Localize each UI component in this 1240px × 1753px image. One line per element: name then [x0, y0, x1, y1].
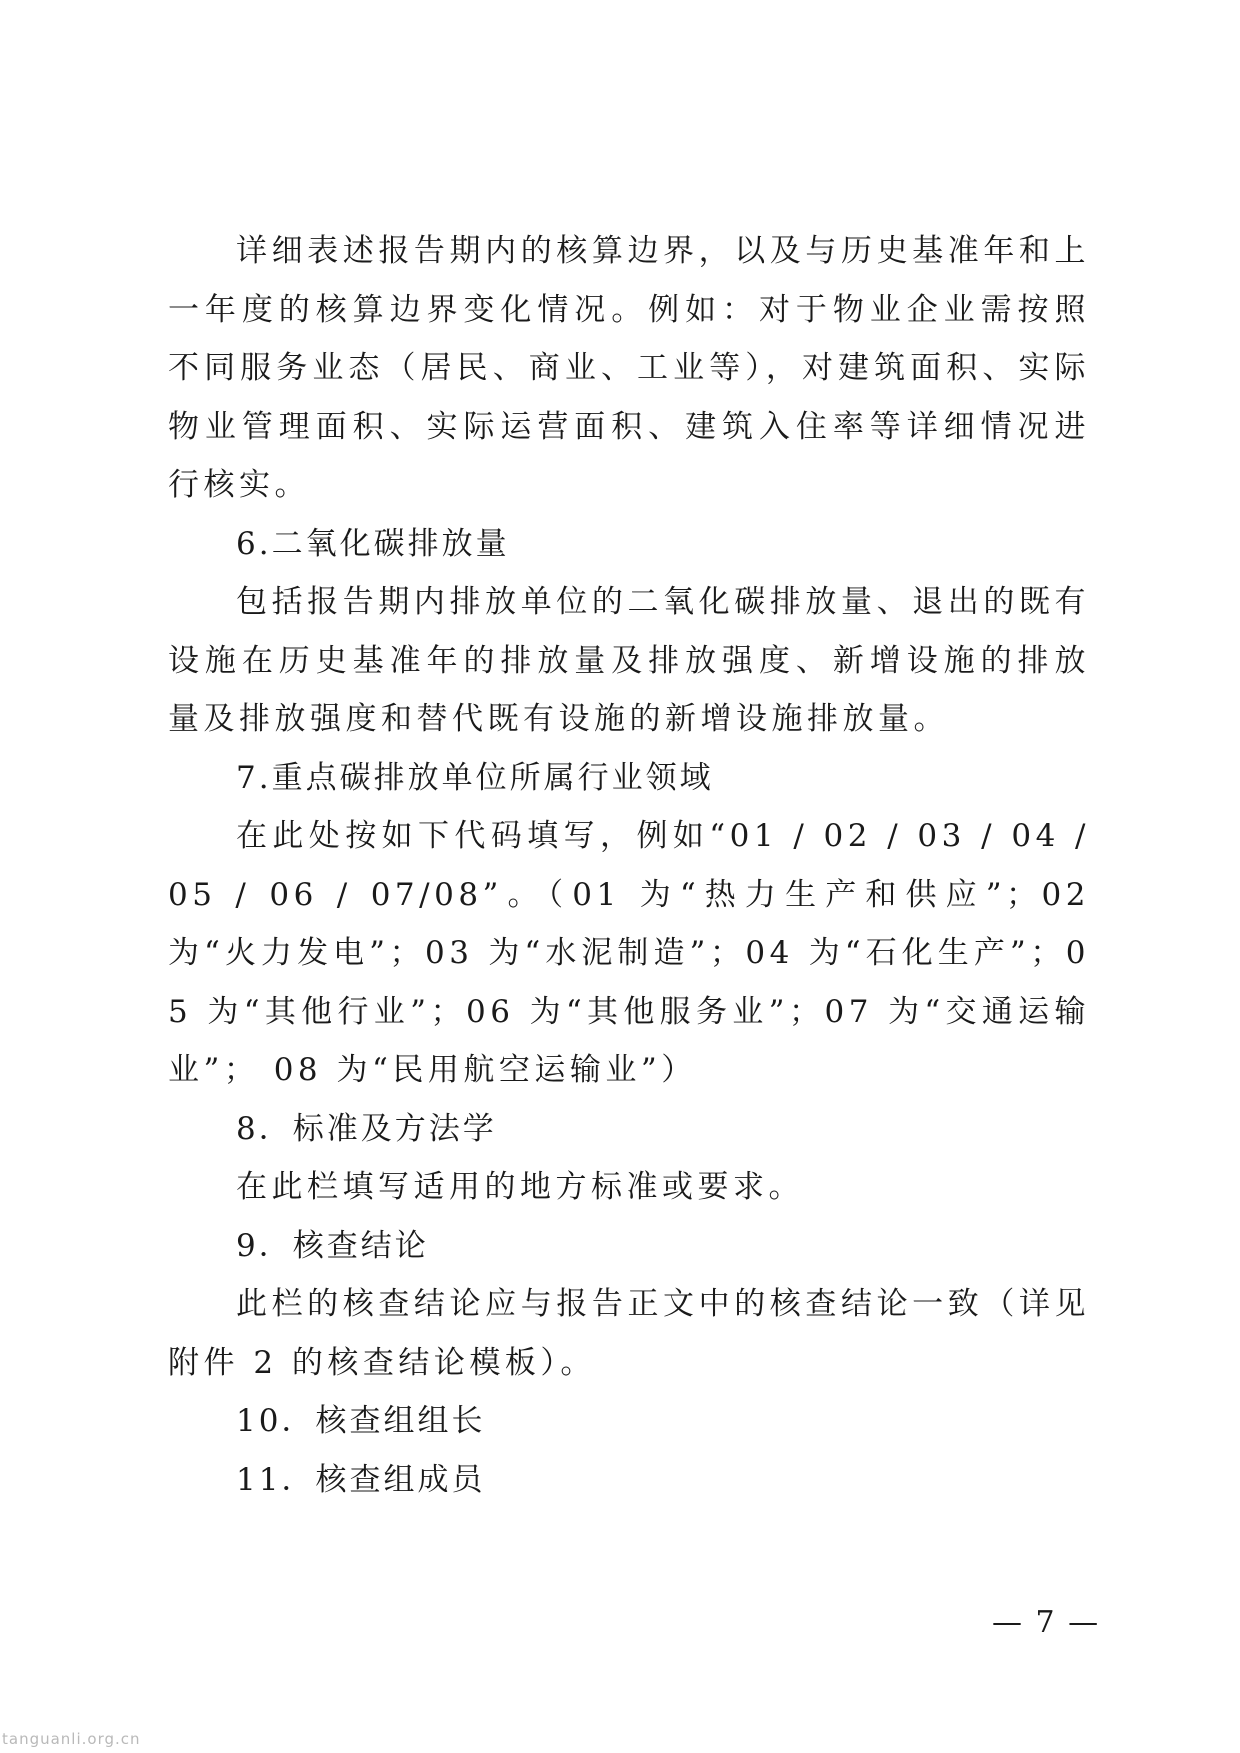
watermark: tanguanli.org.cn [2, 1730, 141, 1748]
section-11-heading: 11．核查组成员 [236, 1461, 486, 1498]
page-number: — 7 — [992, 1605, 1101, 1640]
section-7-heading: 7.重点碳排放单位所属行业领域 [236, 759, 714, 796]
conclusion-paragraph: 此栏的核查结论应与报告正文中的核查结论一致（详见附件 2 的核查结论模板）。 [168, 1286, 1090, 1381]
emissions-description-paragraph: 包括报告期内排放单位的二氧化碳排放量、退出的既有设施在历史基准年的排放量及排放强度、新增设施的排放量及排放强度和替代既有设施的新增设施排放量。 [168, 584, 1090, 737]
section-10-heading: 10．核查组组长 [236, 1403, 486, 1439]
section-9-heading: 9．核查结论 [236, 1227, 429, 1264]
industry-codes-paragraph: 在此处按如下代码填写，例如“01 / 02 / 03 / 04 / 05 / 06 / 07/08”。（01 为“热力生产和供应”；02 为“火力发电”；03 为“水泥制造”；04 为“石化生产”；05 为“其他行业”；06 为“其他服务业”；07 为“交通运输业”； 08 为“民用航空运输业”） [168, 818, 1090, 1088]
standards-paragraph: 在此栏填写适用的地方标准或要求。 [236, 1169, 804, 1205]
section-8-heading: 8．标准及方法学 [236, 1110, 497, 1147]
document-body [168, 222, 1090, 1509]
section-6-heading: 6.二氧化碳排放量 [236, 525, 510, 562]
boundary-description-paragraph: 详细表述报告期内的核算边界，以及与历史基准年和上一年度的核算边界变化情况。例如：对于物业企业需按照不同服务业态（居民、商业、工业等），对建筑面积、实际物业管理面积、实际运营面积、建筑入住率等详细情况进行核实。 [168, 233, 1090, 503]
